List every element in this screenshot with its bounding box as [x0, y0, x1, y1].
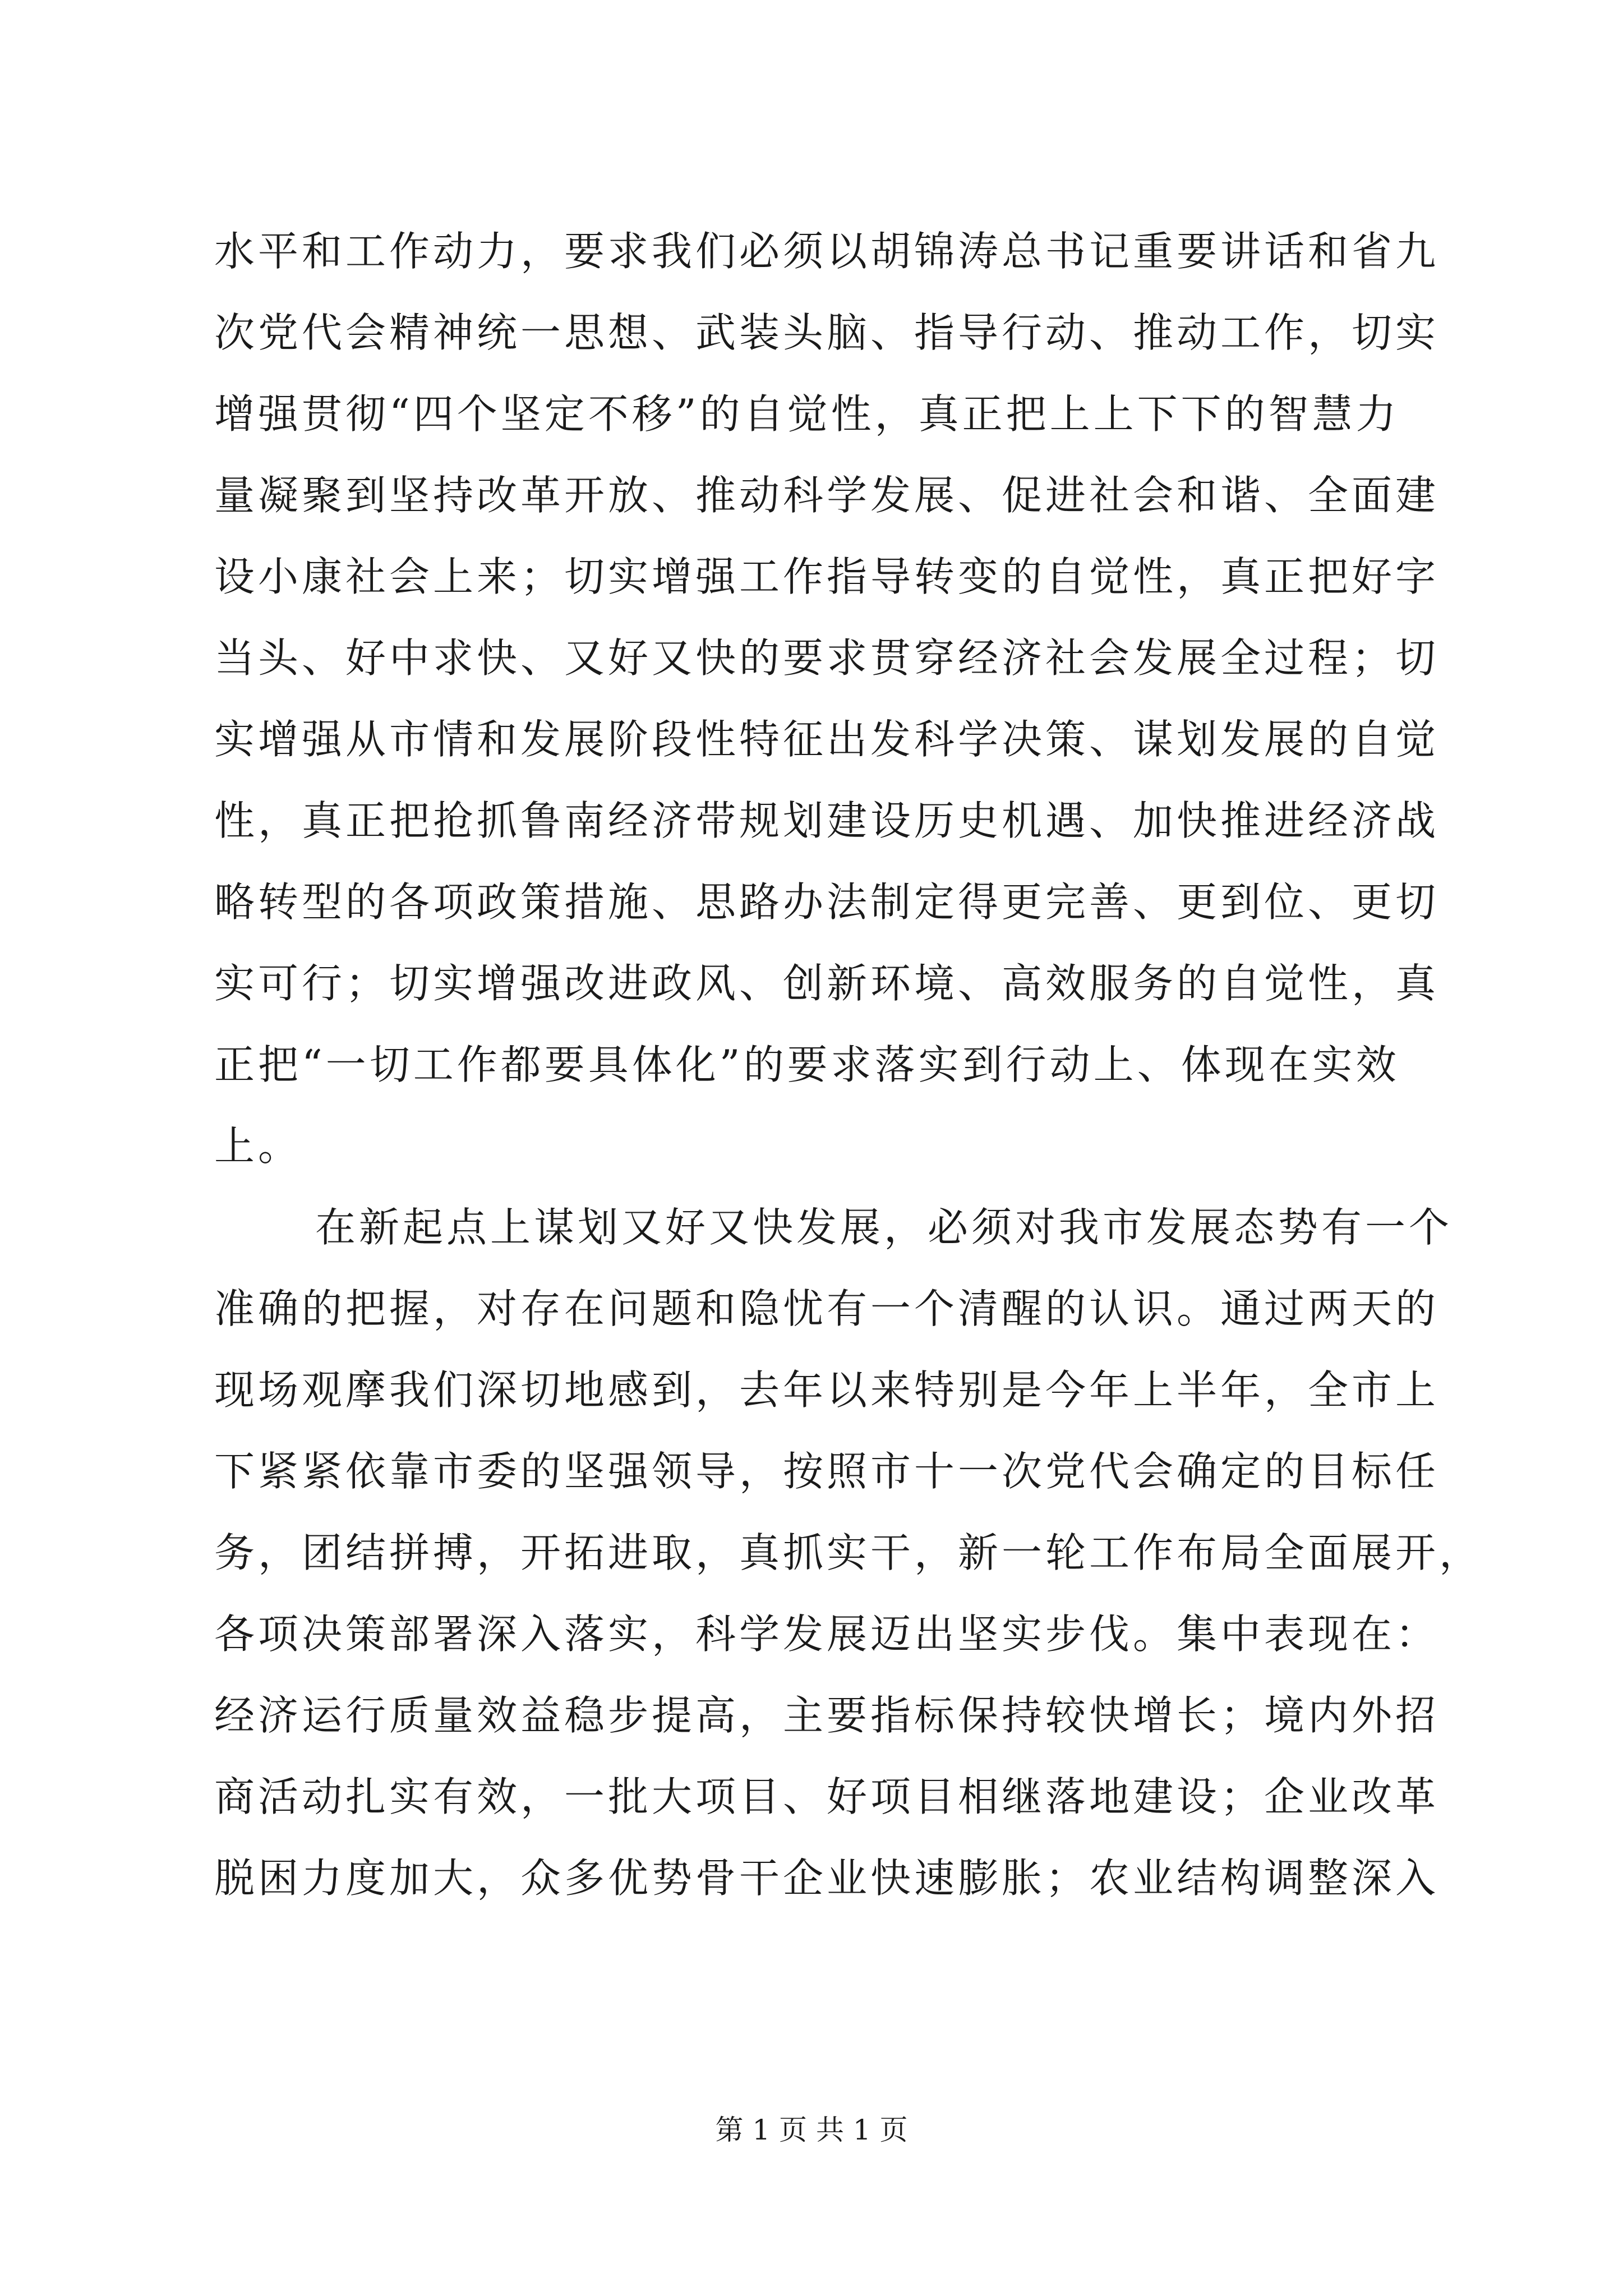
text-line: 次党代会精神统一思想、武装头脑、指导行动、推动工作，切实 — [214, 309, 1440, 356]
page-footer — [0, 2110, 1623, 2150]
text-line: 各项决策部署深入落实，科学发展迈出坚实步伐。集中表现在： — [214, 1611, 1440, 1658]
text-line: 实增强从市情和发展阶段性特征出发科学决策、谋划发展的自觉 — [214, 716, 1440, 763]
text-line: 现场观摩我们深切地感到，去年以来特别是今年上半年，全市上 — [214, 1366, 1440, 1414]
text-line: 增强贯彻“四个坚定不移”的自觉性，真正把上上下下的智慧力 — [214, 390, 1400, 438]
text-line: 水平和工作动力，要求我们必须以胡锦涛总书记重要讲话和省九 — [214, 228, 1440, 275]
text-line: 正把“一切工作都要具体化”的要求落实到行动上、体现在实效 — [214, 1041, 1400, 1088]
text-line: 准确的把握，对存在问题和隐忧有一个清醒的认识。通过两天的 — [214, 1285, 1440, 1332]
text-line: 下紧紧依靠市委的坚强领导，按照市十一次党代会确定的目标任 — [214, 1448, 1440, 1495]
body-text — [214, 211, 1483, 1919]
paragraph-1 — [214, 211, 1440, 1187]
text-line: 略转型的各项政策措施、思路办法制定得更完善、更到位、更切 — [214, 878, 1440, 926]
text-line: 上。 — [214, 1122, 302, 1170]
text-line: 量凝聚到坚持改革开放、推动科学发展、促进社会和谐、全面建 — [214, 472, 1440, 519]
text-line: 经济运行质量效益稳步提高，主要指标保持较快增长；境内外招 — [214, 1692, 1440, 1739]
text-line: 务，团结拼搏，开拓进取，真抓实干，新一轮工作布局全面展开， — [214, 1529, 1483, 1576]
text-line: 在新起点上谋划又好又快发展，必须对我市发展态势有一个 — [315, 1204, 1453, 1251]
text-line: 实可行；切实增强改进政风、创新环境、高效服务的自觉性，真 — [214, 960, 1440, 1007]
text-line: 性，真正把抢抓鲁南经济带规划建设历史机遇、加快推进经济战 — [214, 797, 1440, 844]
text-line: 设小康社会上来；切实增强工作指导转变的自觉性，真正把好字 — [214, 553, 1440, 600]
text-line: 脱困力度加大，众多优势骨干企业快速膨胀；农业结构调整深入 — [214, 1855, 1440, 1902]
text-line: 商活动扎实有效，一批大项目、好项目相继落地建设；企业改革 — [214, 1773, 1440, 1820]
text-line: 当头、好中求快、又好又快的要求贯穿经济社会发展全过程；切 — [214, 634, 1440, 682]
paragraph-2 — [214, 1187, 1483, 1919]
page-number-label: 第 1 页 共 1 页 — [715, 2114, 908, 2146]
